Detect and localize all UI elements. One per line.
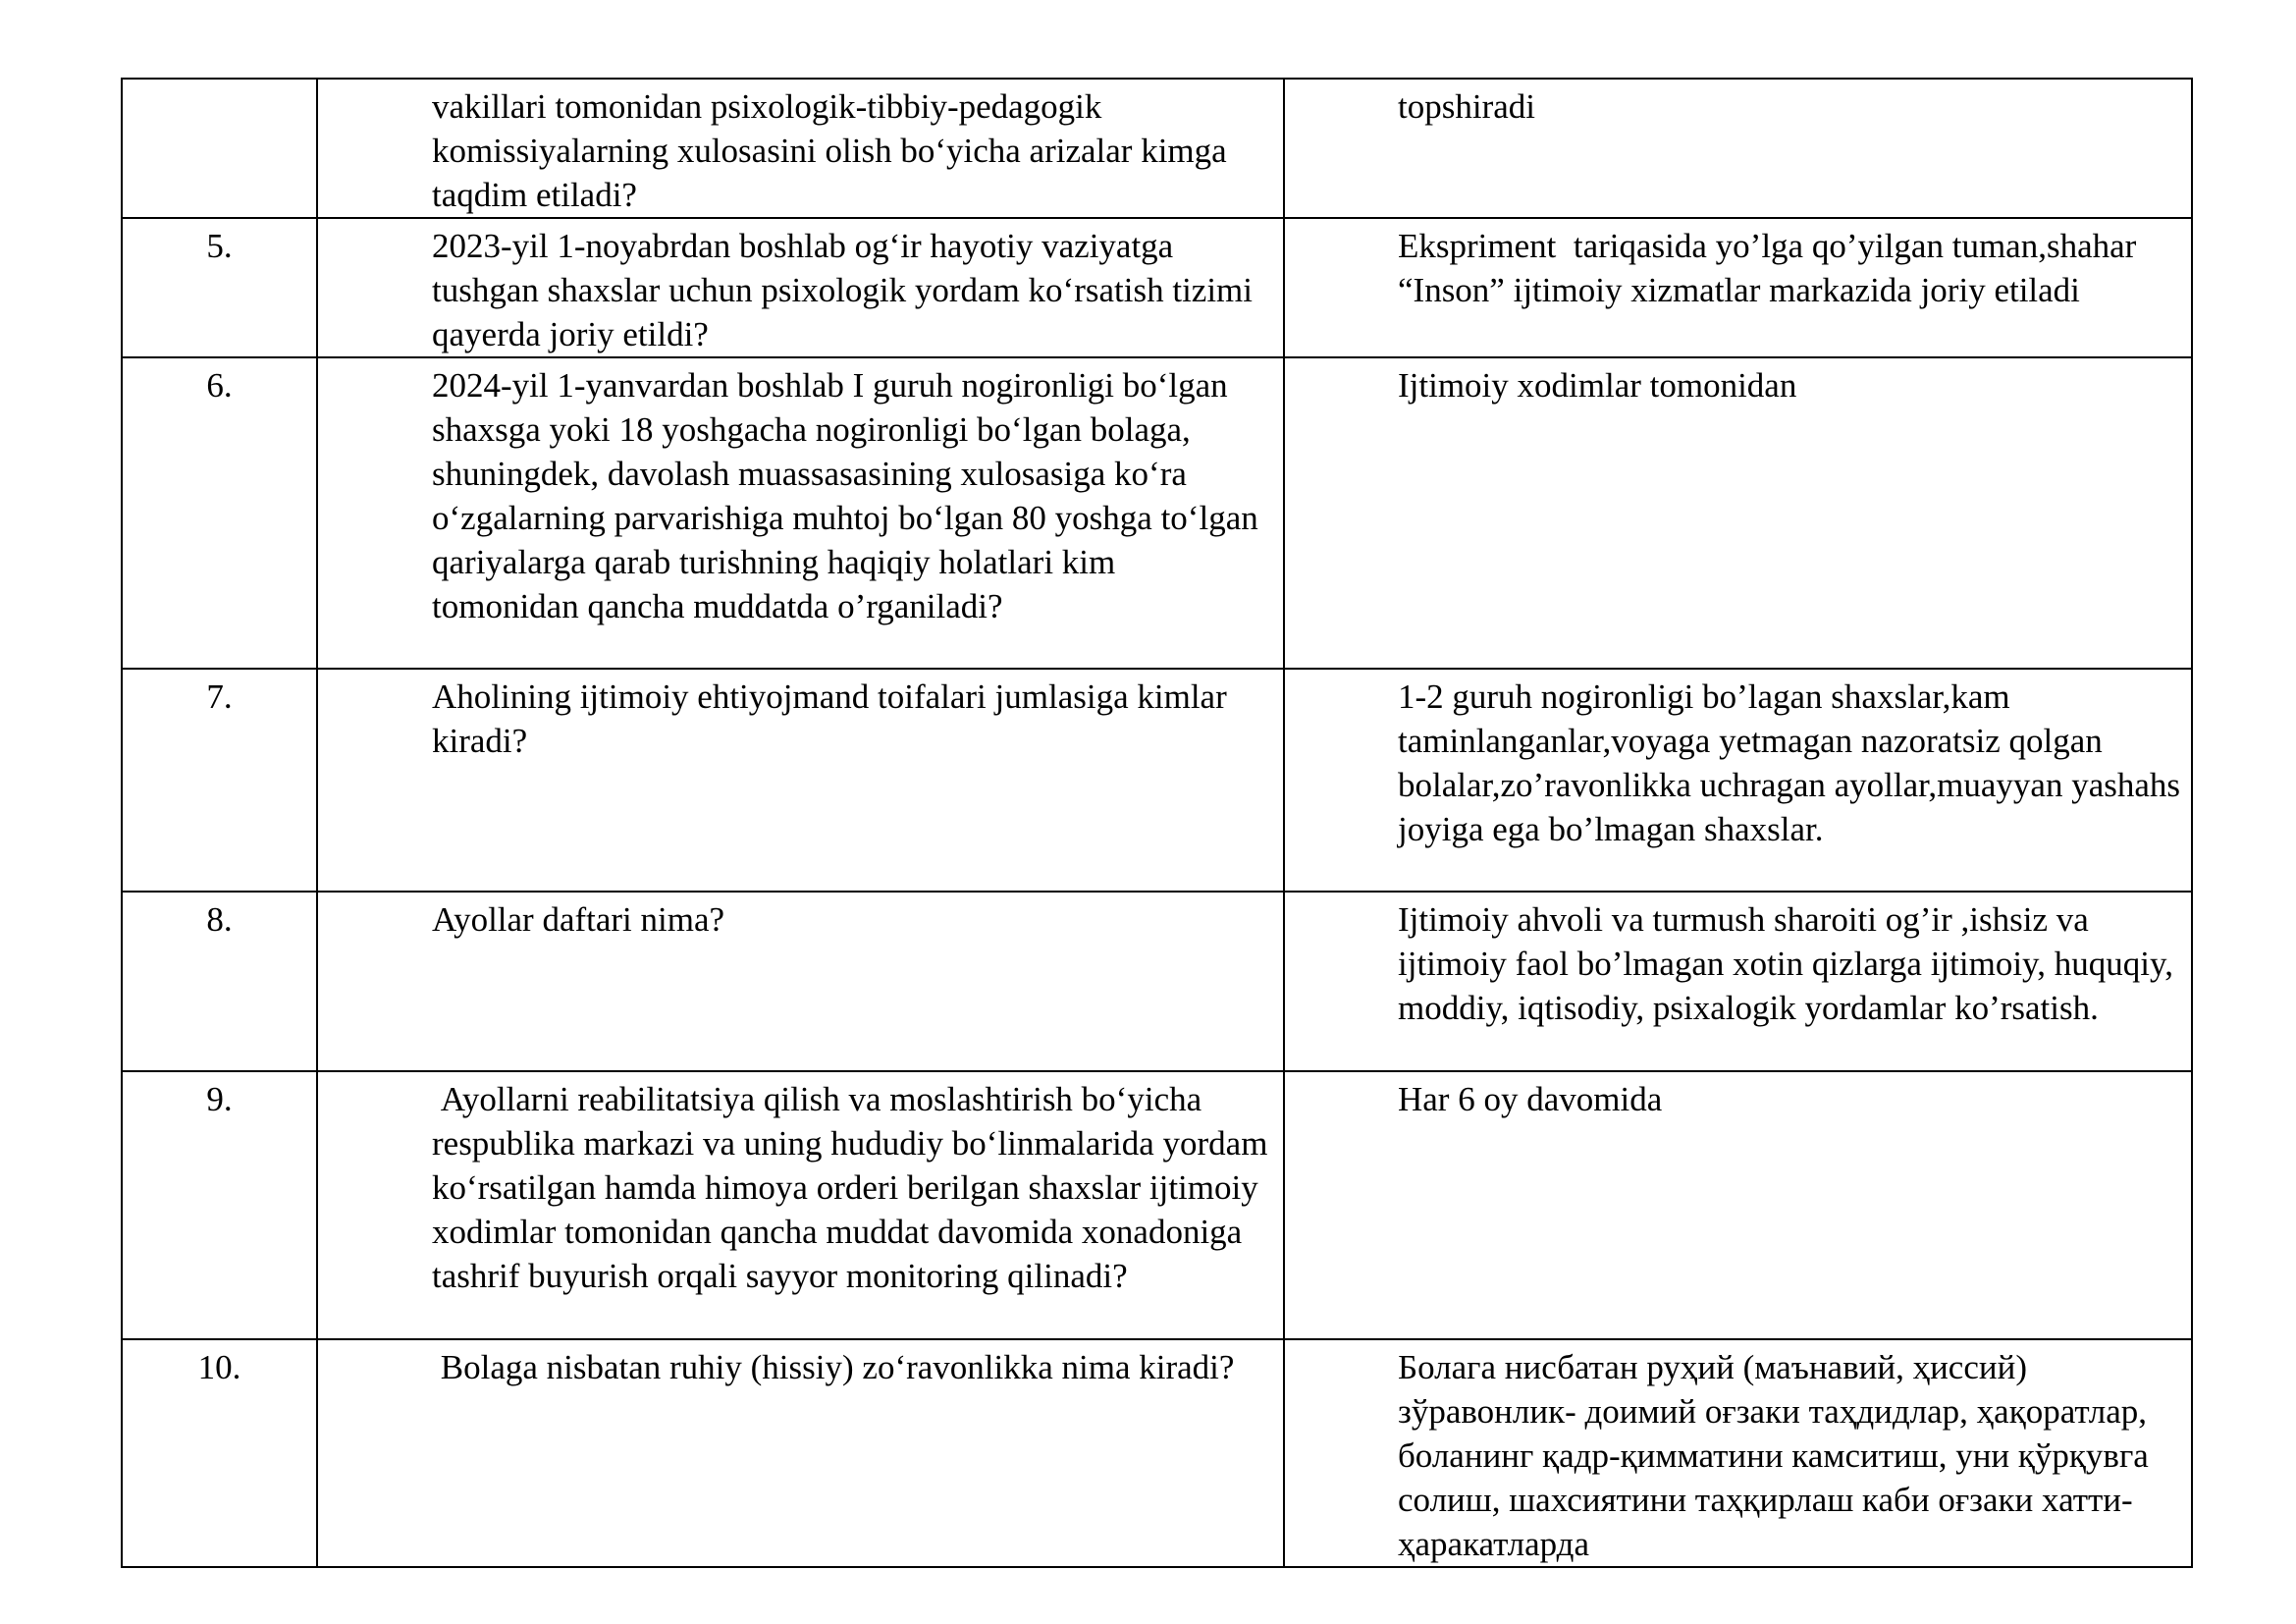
answer-cell	[1284, 1339, 2192, 1567]
answer-text: Ekspriment tariqasida yo’lga qo’yilgan tuman,shahar “Inson” ijtimoiy xizmatlar markazida joriy etiladi	[1398, 227, 2146, 309]
row-number-cell	[122, 669, 317, 892]
question-cell	[317, 79, 1284, 218]
table-row	[122, 1071, 2192, 1339]
qa-table	[121, 78, 2193, 1568]
question-text: 2023-yil 1-noyabrdan boshlab og‘ir hayotiy vaziyatga tushgan shaxslar uchun psixologik yordam ko‘rsatish tizimi qayerda joriy etildi?	[432, 227, 1261, 353]
row-number: 10.	[197, 1348, 241, 1386]
question-cell	[317, 892, 1284, 1071]
answer-cell	[1284, 1071, 2192, 1339]
row-number-cell	[122, 79, 317, 218]
answer-cell	[1284, 669, 2192, 892]
answer-text: 1-2 guruh nogironligi bo’lagan shaxslar,kam taminlanganlar,voyaga yetmagan nazoratsiz qolgan bolalar,zo’ravonlikka uchragan ayollar,muayyan yashahs joyiga ega bo’lmagan shaxslar.	[1398, 677, 2189, 848]
question-text: 2024-yil 1-yanvardan boshlab I guruh nogironligi bo‘lgan shaxsga yoki 18 yoshgacha nogironligi bo‘lgan bolaga, shuningdek, davolash muassasasining xulosasiga ko‘ra o‘zgalarning parvarishiga muhtoj bo‘lgan 80 yoshga to‘lgan qariyalarga qarab turishning haqiqiy holatlari kim tomonidan qancha muddatda o’rganiladi?	[432, 366, 1267, 625]
answer-cell	[1284, 218, 2192, 357]
question-cell	[317, 669, 1284, 892]
table-row	[122, 892, 2192, 1071]
row-number: 8.	[206, 900, 233, 939]
row-number: 9.	[206, 1080, 233, 1118]
row-number: 5.	[206, 227, 233, 265]
answer-text: Har 6 oy davomida	[1398, 1080, 1663, 1118]
table-row	[122, 669, 2192, 892]
table-row	[122, 79, 2192, 218]
answer-cell	[1284, 892, 2192, 1071]
answer-text: Ijtimoiy xodimlar tomonidan	[1398, 366, 1797, 405]
table-row	[122, 357, 2192, 669]
question-text: Aholining ijtimoiy ehtiyojmand toifalari jumlasiga kimlar kiradi?	[432, 677, 1236, 760]
row-number: 7.	[206, 677, 233, 716]
answer-cell	[1284, 357, 2192, 669]
row-number-cell	[122, 1339, 317, 1567]
table-row	[122, 218, 2192, 357]
answer-cell	[1284, 79, 2192, 218]
row-number-cell	[122, 1071, 317, 1339]
answer-text: topshiradi	[1398, 87, 1535, 126]
table-row	[122, 1339, 2192, 1567]
row-number: 6.	[206, 366, 233, 405]
question-cell	[317, 1071, 1284, 1339]
question-cell	[317, 218, 1284, 357]
answer-text: Болага нисбатан руҳий (маънавий, ҳиссий) зўравонлик- доимий оғзаки таҳдидлар, ҳақоратлар, боланинг қадр-қимматини камситиш, уни қўрқувга солиш, шахсиятини таҳқирлаш каби оғзаки хатти-ҳаракатларда	[1398, 1348, 2158, 1563]
question-text: Bolaga nisbatan ruhiy (hissiy) zo‘ravonlikka nima kiradi?	[432, 1348, 1235, 1386]
row-number-cell	[122, 218, 317, 357]
question-text: Ayollarni reabilitatsiya qilish va moslashtirish bo‘yicha respublika markazi va uning hududiy bo‘linmalarida yordam ko‘rsatilgan hamda himoya orderi berilgan shaxslar ijtimoiy xodimlar tomonidan qancha muddat davomida xonadoniga tashrif buyurish orqali sayyor monitoring qilinadi?	[432, 1080, 1277, 1295]
question-text: Ayollar daftari nima?	[432, 900, 725, 939]
row-number-cell	[122, 357, 317, 669]
question-text: vakillari tomonidan psixologik-tibbiy-pedagogik komissiyalarning xulosasini olish bo‘yicha arizalar kimga taqdim etiladi?	[432, 87, 1236, 214]
question-cell	[317, 357, 1284, 669]
answer-text: Ijtimoiy ahvoli va turmush sharoiti og’ir ,ishsiz va ijtimoiy faol bo’lmagan xotin qizlarga ijtimoiy, huquqiy, moddiy, iqtisodiy, psixalogik yordamlar ko’rsatish.	[1398, 900, 2182, 1027]
row-number-cell	[122, 892, 317, 1071]
question-cell	[317, 1339, 1284, 1567]
